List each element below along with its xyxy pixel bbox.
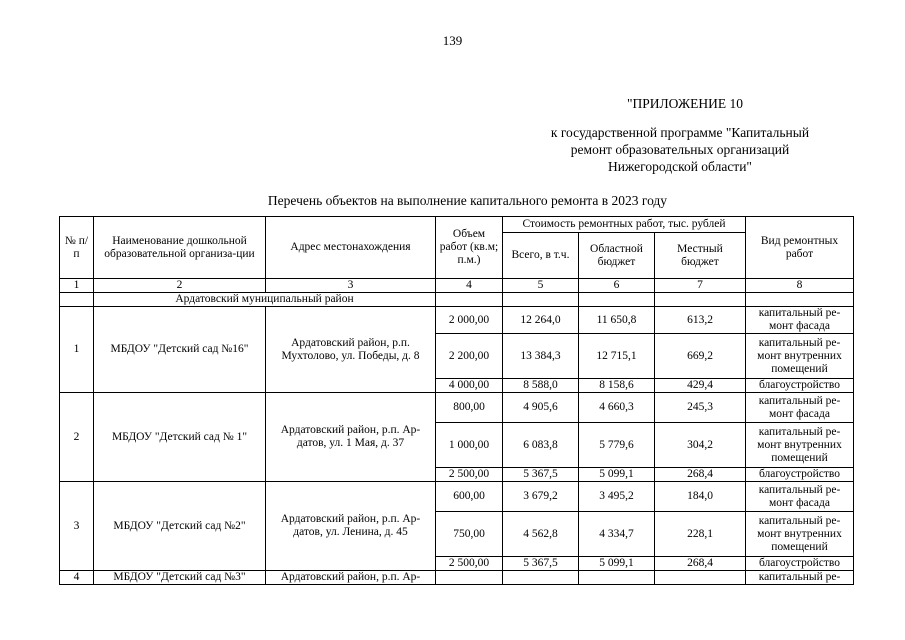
col-number: 8 bbox=[746, 279, 854, 293]
total-cell: 5 367,5 bbox=[503, 468, 579, 482]
local-cell: 228,1 bbox=[655, 512, 746, 557]
table-row bbox=[60, 482, 854, 512]
appendix-title: "ПРИЛОЖЕНИЕ 10 bbox=[626, 96, 744, 111]
appendix-line-3: Нижегородской области" bbox=[608, 159, 752, 174]
col-number: 4 bbox=[436, 279, 503, 293]
appendix-line-1: к государственной программе "Капитальный bbox=[550, 125, 810, 140]
region-name: Ардатовский муниципальный район bbox=[94, 293, 436, 307]
object-num: 3 bbox=[60, 482, 94, 571]
regional-cell: 11 650,8 bbox=[579, 307, 655, 334]
volume-cell: 600,00 bbox=[436, 482, 503, 512]
objects-table bbox=[59, 216, 854, 585]
regional-cell: 5 779,6 bbox=[579, 423, 655, 468]
work-cell: благоустройство bbox=[746, 557, 854, 571]
volume-cell: 1 000,00 bbox=[436, 423, 503, 468]
local-cell: 669,2 bbox=[655, 334, 746, 379]
document-title: Перечень объектов на выполнение капитального ремонта в 2023 году bbox=[267, 193, 668, 208]
header-total: Всего, в т.ч. bbox=[503, 233, 579, 279]
total-cell: 12 264,0 bbox=[503, 307, 579, 334]
header-cost-group: Стоимость ремонтных работ, тыс. рублей bbox=[503, 217, 746, 233]
work-cell: капитальный ре-монт внутренних помещений bbox=[746, 334, 854, 379]
volume-cell: 4 000,00 bbox=[436, 379, 503, 393]
volume-cell: 2 000,00 bbox=[436, 307, 503, 334]
local-cell: 184,0 bbox=[655, 482, 746, 512]
work-cell: капитальный ре-монт фасада bbox=[746, 307, 854, 334]
work-cell: благоустройство bbox=[746, 379, 854, 393]
header-address: Адрес местонахождения bbox=[266, 217, 436, 279]
col-number: 3 bbox=[266, 279, 436, 293]
object-num: 2 bbox=[60, 393, 94, 482]
header-name: Наименование дошкольной образовательной организа-ции bbox=[94, 217, 266, 279]
regional-cell: 3 495,2 bbox=[579, 482, 655, 512]
table-row bbox=[60, 393, 854, 423]
total-cell: 4 562,8 bbox=[503, 512, 579, 557]
volume-cell: 800,00 bbox=[436, 393, 503, 423]
total-cell: 13 384,3 bbox=[503, 334, 579, 379]
object-name: МБДОУ "Детский сад №2" bbox=[94, 482, 266, 571]
volume-cell: 2 500,00 bbox=[436, 468, 503, 482]
regional-cell: 4 334,7 bbox=[579, 512, 655, 557]
col-number: 7 bbox=[655, 279, 746, 293]
regional-cell: 5 099,1 bbox=[579, 557, 655, 571]
volume-cell: 2 500,00 bbox=[436, 557, 503, 571]
work-cell: благоустройство bbox=[746, 468, 854, 482]
appendix-subtitle bbox=[520, 124, 840, 175]
object-name: МБДОУ "Детский сад №16" bbox=[94, 307, 266, 393]
header-num: № п/п bbox=[60, 217, 94, 279]
header-volume: Объем работ (кв.м; п.м.) bbox=[436, 217, 503, 279]
local-cell: 613,2 bbox=[655, 307, 746, 334]
object-name: МБДОУ "Детский сад №3" bbox=[94, 571, 266, 585]
col-number: 2 bbox=[94, 279, 266, 293]
header-local: Местный бюджет bbox=[655, 233, 746, 279]
col-number: 5 bbox=[503, 279, 579, 293]
total-cell: 8 588,0 bbox=[503, 379, 579, 393]
work-cell: капитальный ре-монт внутренних помещений bbox=[746, 512, 854, 557]
region-row bbox=[60, 293, 854, 307]
regional-cell: 8 158,6 bbox=[579, 379, 655, 393]
col-number: 6 bbox=[579, 279, 655, 293]
appendix-line-2: ремонт образовательных организаций bbox=[570, 142, 790, 157]
work-cell: капитальный ре-монт фасада bbox=[746, 482, 854, 512]
total-cell: 3 679,2 bbox=[503, 482, 579, 512]
regional-cell: 5 099,1 bbox=[579, 468, 655, 482]
total-cell: 4 905,6 bbox=[503, 393, 579, 423]
table-row bbox=[60, 571, 854, 585]
volume-cell: 750,00 bbox=[436, 512, 503, 557]
local-cell: 268,4 bbox=[655, 468, 746, 482]
object-address: Ардатовский район, р.п. Ар- bbox=[266, 571, 436, 585]
object-num: 1 bbox=[60, 307, 94, 393]
object-name: МБДОУ "Детский сад № 1" bbox=[94, 393, 266, 482]
work-cell: капитальный ре-монт внутренних помещений bbox=[746, 423, 854, 468]
total-cell: 6 083,8 bbox=[503, 423, 579, 468]
object-address: Ардатовский район, р.п. Ар-датов, ул. 1 Мая, д. 37 bbox=[266, 393, 436, 482]
local-cell: 429,4 bbox=[655, 379, 746, 393]
regional-cell: 12 715,1 bbox=[579, 334, 655, 379]
local-cell: 304,2 bbox=[655, 423, 746, 468]
object-address: Ардатовский район, р.п. Мухтолово, ул. Победы, д. 8 bbox=[266, 307, 436, 393]
table-row bbox=[60, 307, 854, 334]
volume-cell: 2 200,00 bbox=[436, 334, 503, 379]
header-work-type: Вид ремонтных работ bbox=[746, 217, 854, 279]
regional-cell: 4 660,3 bbox=[579, 393, 655, 423]
local-cell: 268,4 bbox=[655, 557, 746, 571]
total-cell: 5 367,5 bbox=[503, 557, 579, 571]
header-regional: Областной бюджет bbox=[579, 233, 655, 279]
work-cell: капитальный ре- bbox=[746, 571, 854, 585]
local-cell: 245,3 bbox=[655, 393, 746, 423]
object-num: 4 bbox=[60, 571, 94, 585]
work-cell: капитальный ре-монт фасада bbox=[746, 393, 854, 423]
column-numbers-row bbox=[60, 279, 854, 293]
page-number: 139 bbox=[442, 33, 463, 48]
object-address: Ардатовский район, р.п. Ар-датов, ул. Ленина, д. 45 bbox=[266, 482, 436, 571]
col-number: 1 bbox=[60, 279, 94, 293]
